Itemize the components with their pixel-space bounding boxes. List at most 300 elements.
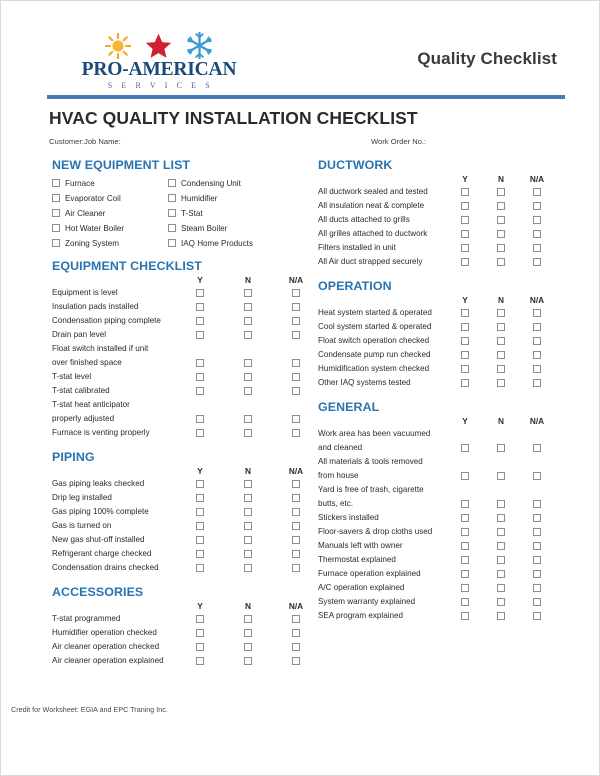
checkbox-na[interactable] [292, 331, 300, 339]
checklist-row [318, 307, 563, 321]
checkbox[interactable] [168, 179, 176, 187]
checkbox[interactable] [168, 239, 176, 247]
checkbox-n[interactable] [244, 564, 252, 572]
checklist-row-label: Furnace is venting properly [52, 428, 150, 437]
checkbox-na[interactable] [292, 289, 300, 297]
checkbox-na[interactable] [533, 612, 541, 620]
checkbox-na[interactable] [292, 415, 300, 423]
column-header: Y [462, 416, 468, 426]
checkbox-na[interactable] [533, 444, 541, 452]
checkbox-na[interactable] [292, 564, 300, 572]
checklist-row [52, 534, 305, 548]
section-accessories [47, 585, 305, 669]
checkbox-y[interactable] [461, 216, 469, 224]
checklist-row-label: Condensate pump run checked [318, 350, 431, 359]
checklist-row-label: Equipment is level [52, 288, 118, 297]
checkbox-y[interactable] [196, 643, 204, 651]
checkbox-y[interactable] [461, 570, 469, 578]
page-title: HVAC QUALITY INSTALLATION CHECKLIST [49, 108, 418, 128]
checkbox-y[interactable] [461, 472, 469, 480]
column-header: Y [197, 466, 203, 476]
checklist-row-label: All insulation neat & complete [318, 201, 425, 210]
checkbox-n[interactable] [244, 508, 252, 516]
checkbox-y[interactable] [196, 536, 204, 544]
customer-job-name-label: Customer:Job Name: [49, 137, 121, 146]
list-item-label: T-Stat [181, 208, 203, 218]
checklist-row [52, 627, 305, 641]
checkbox[interactable] [52, 239, 60, 247]
list-item[interactable] [168, 206, 305, 220]
checkbox-y[interactable] [196, 522, 204, 530]
checkbox-na[interactable] [533, 216, 541, 224]
checkbox-na[interactable] [533, 258, 541, 266]
checkbox-n[interactable] [244, 317, 252, 325]
checklist-row [52, 301, 305, 315]
checkbox-na[interactable] [292, 536, 300, 544]
checkbox-y[interactable] [196, 303, 204, 311]
checklist-row [318, 442, 563, 456]
checkbox-n[interactable] [497, 258, 505, 266]
checkbox-na[interactable] [533, 365, 541, 373]
header-divider [47, 95, 565, 99]
checklist-row [52, 427, 305, 441]
checkbox-y[interactable] [196, 359, 204, 367]
checkbox-na[interactable] [533, 542, 541, 550]
checklist-row [52, 641, 305, 655]
checkbox-na[interactable] [533, 309, 541, 317]
checklist-row [318, 186, 563, 200]
checkbox-y[interactable] [196, 415, 204, 423]
section-general [313, 400, 563, 624]
checkbox-n[interactable] [244, 615, 252, 623]
list-item[interactable] [168, 176, 305, 190]
checkbox-y[interactable] [461, 351, 469, 359]
checklist-row [318, 321, 563, 335]
checkbox-n[interactable] [497, 351, 505, 359]
list-item-label: Hot Water Boiler [65, 223, 125, 233]
checkbox-n[interactable] [244, 415, 252, 423]
column-headers [318, 295, 563, 307]
document-kind-title: Quality Checklist [417, 49, 557, 68]
checklist-columns [47, 158, 565, 678]
list-item[interactable] [168, 236, 305, 250]
section-title: NEW EQUIPMENT LIST [52, 158, 191, 172]
checklist-row [318, 200, 563, 214]
column-header: N/A [529, 416, 545, 426]
checkbox-y[interactable] [461, 379, 469, 387]
left-column [47, 158, 305, 678]
checklist-row-label: Condensation piping complete [52, 316, 161, 325]
checkbox-n[interactable] [497, 365, 505, 373]
checklist-row-label: Gas piping 100% complete [52, 507, 149, 516]
checkbox-na[interactable] [533, 584, 541, 592]
column-headers [318, 174, 563, 186]
column-header: Y [197, 275, 203, 285]
list-item-label: Air Cleaner [65, 208, 106, 218]
checklist-row-label: properly adjusted [52, 414, 115, 423]
checkbox-n[interactable] [497, 500, 505, 508]
checkbox-na[interactable] [533, 230, 541, 238]
checklist-row [52, 343, 305, 357]
checkbox-n[interactable] [244, 643, 252, 651]
checkbox-y[interactable] [461, 500, 469, 508]
checklist-row-label: A/C operation explained [318, 583, 405, 592]
checkbox-na[interactable] [292, 615, 300, 623]
checkbox-na[interactable] [533, 570, 541, 578]
checkbox-n[interactable] [244, 522, 252, 530]
checkbox[interactable] [52, 224, 60, 232]
checklist-row-label: Filters installed in unit [318, 243, 396, 252]
checkbox-n[interactable] [497, 612, 505, 620]
checkbox-na[interactable] [533, 598, 541, 606]
checklist-row [318, 256, 563, 270]
column-header: N/A [529, 174, 545, 184]
section-title: ACCESSORIES [52, 585, 144, 599]
list-item[interactable] [52, 176, 168, 190]
checklist-row-label: T-stat calibrated [52, 386, 110, 395]
checklist-row [52, 371, 305, 385]
checklist-row [318, 363, 563, 377]
checkbox-y[interactable] [461, 309, 469, 317]
checklist-row-label: T-stat programmed [52, 614, 121, 623]
checklist-row-label: from house [318, 471, 359, 480]
checklist-row [318, 582, 563, 596]
checklist-row [318, 228, 563, 242]
checkbox-y[interactable] [196, 629, 204, 637]
checkbox-n[interactable] [244, 387, 252, 395]
checkbox-na[interactable] [292, 480, 300, 488]
checklist-row-label: Yard is free of trash, cigarette [318, 485, 424, 494]
checklist-row-label: Manuals left with owner [318, 541, 403, 550]
checklist-row-label: T-stat heat anticipator [52, 400, 130, 409]
checkbox-n[interactable] [497, 216, 505, 224]
checklist-row [52, 399, 305, 413]
checkbox-n[interactable] [244, 657, 252, 665]
checkbox[interactable] [168, 224, 176, 232]
checkbox-na[interactable] [292, 303, 300, 311]
footer-credit: Credit for Worksheet: EGIA and EPC Traning Inc. [11, 705, 168, 714]
checkbox-y[interactable] [461, 323, 469, 331]
checkbox-na[interactable] [533, 244, 541, 252]
checklist-row [318, 596, 563, 610]
checkbox-y[interactable] [461, 556, 469, 564]
checklist-row-label: Work area has been vacuumed [318, 429, 431, 438]
star-icon [145, 33, 172, 59]
checklist-row [52, 492, 305, 506]
column-header: N [498, 295, 504, 305]
checkbox-n[interactable] [497, 570, 505, 578]
checkbox-na[interactable] [292, 629, 300, 637]
column-header: N/A [288, 466, 304, 476]
checkbox-na[interactable] [533, 351, 541, 359]
checklist-row-label: Cool system started & operated [318, 322, 432, 331]
checklist-row [52, 287, 305, 301]
checkbox-y[interactable] [196, 508, 204, 516]
checklist-row-label: All Air duct strapped securely [318, 257, 423, 266]
checkbox-y[interactable] [461, 542, 469, 550]
checklist-row-label: and cleaned [318, 443, 363, 452]
checkbox-na[interactable] [533, 323, 541, 331]
checkbox-n[interactable] [497, 309, 505, 317]
checkbox-na[interactable] [533, 500, 541, 508]
checkbox-n[interactable] [497, 444, 505, 452]
checklist-row-label: Drain pan level [52, 330, 106, 339]
checklist-row [52, 413, 305, 427]
checkbox-y[interactable] [196, 564, 204, 572]
checkbox-na[interactable] [533, 472, 541, 480]
checklist-row [318, 498, 563, 512]
checklist-row [52, 506, 305, 520]
checkbox-na[interactable] [292, 643, 300, 651]
checkbox-na[interactable] [533, 202, 541, 210]
checkbox-na[interactable] [533, 379, 541, 387]
checkbox-n[interactable] [497, 244, 505, 252]
column-header: N/A [288, 275, 304, 285]
checklist-row-label: Thermostat explained [318, 555, 396, 564]
section-ductwork [313, 158, 563, 270]
checklist-row [318, 540, 563, 554]
list-item-label: IAQ Home Products [181, 238, 253, 248]
checkbox-y[interactable] [461, 444, 469, 452]
checkbox-y[interactable] [461, 612, 469, 620]
column-headers [52, 275, 305, 287]
checkbox-n[interactable] [497, 528, 505, 536]
checkbox-y[interactable] [461, 337, 469, 345]
checklist-row [52, 478, 305, 492]
checkbox-n[interactable] [497, 188, 505, 196]
form-meta-row [49, 137, 565, 150]
checkbox-y[interactable] [461, 598, 469, 606]
brand-tagline: S E R V I C E S [107, 81, 214, 91]
checklist-row-label: Drip leg installed [52, 493, 112, 502]
checkbox-n[interactable] [244, 429, 252, 437]
checkbox-y[interactable] [196, 317, 204, 325]
checklist-row [318, 214, 563, 228]
checklist-row [318, 377, 563, 391]
checklist-row-label: Furnace operation explained [318, 569, 421, 578]
checkbox-na[interactable] [292, 373, 300, 381]
checkbox-n[interactable] [497, 337, 505, 345]
checklist-row [318, 554, 563, 568]
document-masthead [47, 23, 565, 95]
list-item[interactable] [168, 221, 305, 235]
checkbox-y[interactable] [461, 528, 469, 536]
column-header: Y [462, 295, 468, 305]
list-item[interactable] [52, 206, 168, 220]
checklist-row [318, 349, 563, 363]
checklist-row [52, 329, 305, 343]
checkbox-y[interactable] [196, 429, 204, 437]
checklist-row [318, 512, 563, 526]
right-column [305, 158, 563, 678]
checkbox-na[interactable] [292, 508, 300, 516]
section-piping [47, 450, 305, 576]
checklist-row-label: Air cleaner operation checked [52, 642, 160, 651]
checklist-row [52, 315, 305, 329]
logo-icon-row [75, 29, 243, 59]
checklist-row [318, 610, 563, 624]
checklist-row-label: Stickers installed [318, 513, 379, 522]
checkbox-n[interactable] [497, 472, 505, 480]
checkbox-n[interactable] [497, 514, 505, 522]
checkbox-na[interactable] [292, 494, 300, 502]
section-title: OPERATION [318, 279, 392, 293]
checkbox-na[interactable] [292, 657, 300, 665]
checkbox-na[interactable] [292, 317, 300, 325]
checkbox-n[interactable] [497, 542, 505, 550]
checkbox-y[interactable] [196, 657, 204, 665]
checklist-row-label: Heat system started & operated [318, 308, 432, 317]
checkbox-na[interactable] [533, 514, 541, 522]
snowflake-icon [186, 32, 213, 59]
list-item[interactable] [52, 236, 168, 250]
checklist-row-label: Float switch installed if unit [52, 344, 149, 353]
list-item-label: Condensing Unit [181, 178, 241, 188]
checkbox-y[interactable] [461, 258, 469, 266]
checkbox-n[interactable] [497, 323, 505, 331]
checklist-row-label: SEA program explained [318, 611, 404, 620]
checkbox[interactable] [52, 179, 60, 187]
checklist-row-label: over finished space [52, 358, 122, 367]
checklist-row-label: All grilles attached to ductwork [318, 229, 428, 238]
checkbox-n[interactable] [244, 331, 252, 339]
checkbox-na[interactable] [292, 359, 300, 367]
checkbox-na[interactable] [533, 556, 541, 564]
list-item-label: Furnace [65, 178, 95, 188]
checklist-row-label: Air cleaner operation explained [52, 656, 164, 665]
list-item-label: Humidifier [181, 193, 218, 203]
checklist-row [318, 428, 563, 442]
checklist-row-label: Floor-savers & drop cloths used [318, 527, 433, 536]
work-order-label: Work Order No.: [371, 137, 427, 146]
list-item-label: Steam Boiler [181, 223, 228, 233]
checklist-row [318, 568, 563, 582]
checkbox-y[interactable] [196, 373, 204, 381]
checkbox-n[interactable] [497, 230, 505, 238]
checklist-row-label: Condensation drains checked [52, 563, 159, 572]
checkbox-y[interactable] [196, 494, 204, 502]
checklist-row-label: All ducts attached to grills [318, 215, 410, 224]
checklist-row [318, 484, 563, 498]
column-header: N/A [529, 295, 545, 305]
checkbox-na[interactable] [533, 337, 541, 345]
column-header: Y [197, 601, 203, 611]
checkbox[interactable] [168, 194, 176, 202]
checklist-row-label: T-stat level [52, 372, 92, 381]
list-item[interactable] [52, 191, 168, 205]
section-equipment-checklist [47, 259, 305, 441]
checkbox-y[interactable] [461, 202, 469, 210]
checkbox-na[interactable] [533, 528, 541, 536]
checklist-row [318, 242, 563, 256]
checklist-row-label: Float switch operation checked [318, 336, 430, 345]
checklist-row-label: Gas is turned on [52, 521, 112, 530]
column-headers [318, 416, 563, 428]
checkbox-y[interactable] [196, 289, 204, 297]
checkbox-n[interactable] [497, 584, 505, 592]
section-operation [313, 279, 563, 391]
checkbox-n[interactable] [497, 202, 505, 210]
checkbox-n[interactable] [244, 629, 252, 637]
checklist-row-label: butts, etc. [318, 499, 354, 508]
checkbox-n[interactable] [497, 379, 505, 387]
checkbox-y[interactable] [196, 387, 204, 395]
sun-icon [105, 33, 131, 59]
column-headers [52, 601, 305, 613]
checklist-row-label: Gas piping leaks checked [52, 479, 145, 488]
checkbox-y[interactable] [461, 244, 469, 252]
checkbox-na[interactable] [292, 387, 300, 395]
checkbox-n[interactable] [244, 494, 252, 502]
list-item[interactable] [52, 221, 168, 235]
checkbox-y[interactable] [196, 331, 204, 339]
checkbox-na[interactable] [292, 550, 300, 558]
checklist-row-label: Humidification system checked [318, 364, 430, 373]
checkbox-n[interactable] [244, 303, 252, 311]
checkbox-n[interactable] [244, 359, 252, 367]
checkbox[interactable] [168, 209, 176, 217]
checkbox-y[interactable] [196, 480, 204, 488]
checklist-row [52, 655, 305, 669]
checkbox-y[interactable] [461, 188, 469, 196]
checklist-row-label: Other IAQ systems tested [318, 378, 411, 387]
section-title: PIPING [52, 450, 95, 464]
checklist-row [318, 456, 563, 470]
column-header: Y [462, 174, 468, 184]
checkbox-y[interactable] [461, 230, 469, 238]
checkbox-n[interactable] [244, 289, 252, 297]
section-new-equipment-list [47, 158, 305, 250]
section-title: GENERAL [318, 400, 380, 414]
checklist-row [318, 526, 563, 540]
checklist-row-label: Humidifier operation checked [52, 628, 157, 637]
checkbox[interactable] [52, 194, 60, 202]
checklist-row-label: Insulation pads installed [52, 302, 139, 311]
checkbox-y[interactable] [196, 550, 204, 558]
checkbox-y[interactable] [461, 514, 469, 522]
checkbox-y[interactable] [196, 615, 204, 623]
checklist-row-label: Refrigerant charge checked [52, 549, 152, 558]
checkbox-na[interactable] [292, 429, 300, 437]
checkbox-n[interactable] [497, 556, 505, 564]
list-item-label: Evaporator Coil [65, 193, 121, 203]
checkbox[interactable] [52, 209, 60, 217]
checkbox-na[interactable] [533, 188, 541, 196]
checklist-row-label: System warranty explained [318, 597, 416, 606]
checklist-row [52, 385, 305, 399]
checkbox-y[interactable] [461, 365, 469, 373]
checklist-row [318, 470, 563, 484]
checkbox-n[interactable] [244, 480, 252, 488]
list-item[interactable] [168, 191, 305, 205]
checkbox-n[interactable] [244, 536, 252, 544]
checkbox-n[interactable] [244, 550, 252, 558]
checklist-row [52, 613, 305, 627]
checklist-row [52, 562, 305, 576]
column-headers [52, 466, 305, 478]
brand-wordmark: PRO-AMERICAN [81, 59, 237, 80]
company-logo [75, 29, 243, 90]
column-header: N [245, 275, 251, 285]
checkbox-y[interactable] [461, 584, 469, 592]
checkbox-na[interactable] [292, 522, 300, 530]
column-header: N [245, 601, 251, 611]
checkbox-n[interactable] [497, 598, 505, 606]
checklist-row [318, 335, 563, 349]
column-header: N [498, 416, 504, 426]
checkbox-n[interactable] [244, 373, 252, 381]
column-header: N/A [288, 601, 304, 611]
